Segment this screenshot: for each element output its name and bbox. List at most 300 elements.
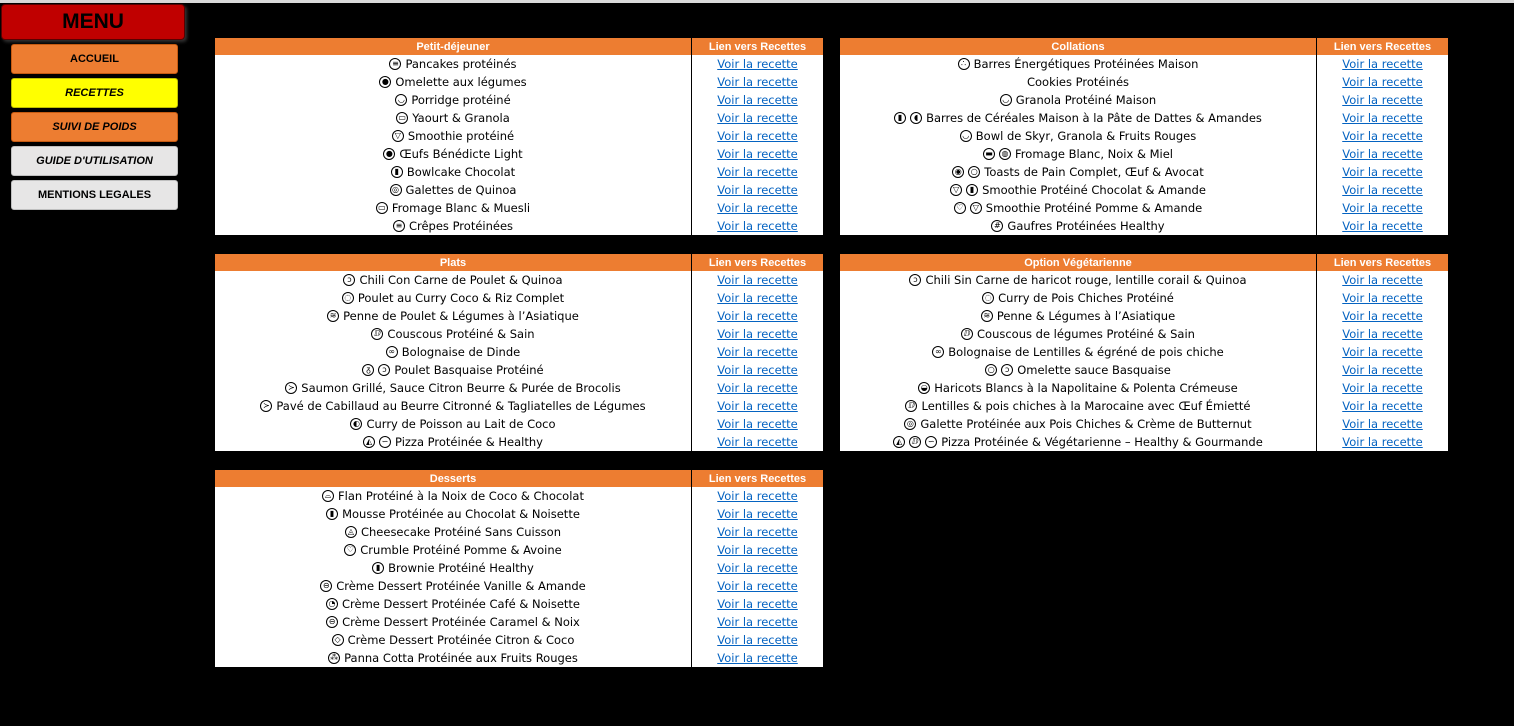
link-cell — [1317, 343, 1448, 361]
pepper-icon: ↄ — [343, 274, 355, 286]
noodles-icon: ≋ — [327, 310, 339, 322]
recipe-cell — [840, 379, 1317, 397]
link-cell — [692, 199, 823, 217]
table-header — [215, 254, 823, 271]
table-row — [215, 91, 823, 109]
link-cell — [692, 523, 823, 541]
recipe-cell — [215, 55, 692, 73]
table-row — [215, 73, 823, 91]
recipe-link[interactable]: Voir la recette — [1342, 399, 1423, 413]
recipe-name: Gaufres Protéinées Healthy — [1007, 219, 1165, 233]
link-cell — [1317, 415, 1448, 433]
egg-icon: ○ — [968, 166, 980, 178]
table-row — [215, 289, 823, 307]
recipe-link[interactable]: Voir la recette — [717, 633, 798, 647]
recipe-link[interactable]: Voir la recette — [1342, 57, 1423, 71]
link-cell — [1317, 433, 1448, 451]
link-cell — [692, 289, 823, 307]
recipe-name: Couscous Protéiné & Sain — [387, 327, 535, 341]
link-cell — [692, 415, 823, 433]
noodles-icon: ≋ — [981, 310, 993, 322]
table-row — [215, 271, 823, 289]
recipe-name: Galettes de Quinoa — [405, 183, 517, 197]
table-row — [840, 217, 1448, 235]
link-cell — [692, 91, 823, 109]
table-row — [215, 631, 823, 649]
recipe-name: Granola Protéiné Maison — [1015, 93, 1157, 107]
nav-button-suivi-de-poids[interactable]: SUIVI DE POIDS — [11, 112, 178, 142]
table-row — [215, 577, 823, 595]
legume-icon: ∽ — [379, 436, 391, 448]
table-row — [840, 397, 1448, 415]
recipe-cell — [215, 217, 692, 235]
table-row — [215, 181, 823, 199]
recipe-name: Pizza Protéinée & Végétarienne – Healthy & Gourmande — [941, 435, 1263, 449]
date-icon: ◖ — [910, 112, 922, 124]
table-row — [215, 397, 823, 415]
recipe-name: Couscous de légumes Protéiné & Sain — [977, 327, 1195, 341]
wheat-icon: ⅅ — [909, 436, 921, 448]
recipe-name: Omelette sauce Basquaise — [1017, 363, 1171, 377]
table-row — [215, 325, 823, 343]
recipe-cell — [215, 505, 692, 523]
recipe-name: Œufs Bénédicte Light — [399, 147, 523, 161]
recipe-cell — [215, 343, 692, 361]
link-cell — [692, 379, 823, 397]
table-row — [840, 271, 1448, 289]
table-row — [840, 325, 1448, 343]
recipe-cell — [840, 361, 1317, 379]
bowl-icon: ◡ — [395, 94, 407, 106]
smoothie-icon: ▽ — [970, 202, 982, 214]
recipe-name: Penne de Poulet & Légumes à l’Asiatique — [343, 309, 579, 323]
link-cell — [1317, 181, 1448, 199]
recipe-link[interactable]: Voir la recette — [717, 273, 798, 287]
recipe-name: Galette Protéinée aux Pois Chiches & Crème de Butternut — [920, 417, 1252, 431]
table-row — [215, 487, 823, 505]
recipe-cell — [840, 415, 1317, 433]
link-cell — [692, 613, 823, 631]
recipe-link[interactable]: Voir la recette — [717, 291, 798, 305]
recipe-name: Crème Dessert Protéinée Vanille & Amande — [336, 579, 586, 593]
link-cell — [1317, 307, 1448, 325]
link-cell — [692, 73, 823, 91]
table-title: Collations — [840, 38, 1317, 55]
link-cell — [1317, 145, 1448, 163]
recipe-link[interactable]: Voir la recette — [717, 507, 798, 521]
bowl-icon: ◡ — [1000, 94, 1012, 106]
chocolate-icon: ▮ — [391, 166, 403, 178]
bean-icon: ◒ — [918, 382, 930, 394]
curry-icon: ◌ — [982, 292, 994, 304]
table-header — [840, 38, 1448, 55]
nav-button-accueil[interactable]: ACCUEIL — [11, 44, 178, 74]
table-row — [840, 109, 1448, 127]
table-row — [840, 91, 1448, 109]
nav-button-mentions-legales[interactable]: MENTIONS LEGALES — [11, 180, 178, 210]
wheat-icon: ⅅ — [905, 400, 917, 412]
link-cell — [692, 343, 823, 361]
chicken-icon: ᵹ — [362, 364, 374, 376]
recipe-link[interactable]: Voir la recette — [717, 615, 798, 629]
recipe-name: Crème Dessert Protéinée Café & Noisette — [342, 597, 580, 611]
link-cell — [692, 145, 823, 163]
link-cell — [692, 487, 823, 505]
recipe-cell — [840, 325, 1317, 343]
link-cell — [1317, 163, 1448, 181]
recipe-table — [215, 254, 823, 451]
link-cell — [692, 577, 823, 595]
recipe-link[interactable]: Voir la recette — [717, 381, 798, 395]
chocolate-icon: ▮ — [966, 184, 978, 196]
recipe-cell — [215, 127, 692, 145]
link-cell — [1317, 217, 1448, 235]
recipe-name: Haricots Blancs à la Napolitaine & Polenta Crémeuse — [934, 381, 1238, 395]
link-cell — [692, 595, 823, 613]
fish-icon: ≻ — [260, 400, 272, 412]
recipe-link[interactable]: Voir la recette — [717, 363, 798, 377]
cream-icon: ⊖ — [326, 616, 338, 628]
recipe-link[interactable]: Voir la recette — [717, 489, 798, 503]
avocado-icon: ◉ — [952, 166, 964, 178]
cream-icon: ⊖ — [320, 580, 332, 592]
recipe-cell — [840, 109, 1317, 127]
table-row — [215, 559, 823, 577]
recipe-name: Fromage Blanc, Noix & Miel — [1015, 147, 1173, 161]
recipe-name: Poulet Basquaise Protéiné — [394, 363, 544, 377]
recipe-cell — [840, 199, 1317, 217]
recipe-link[interactable]: Voir la recette — [717, 597, 798, 611]
recipe-link[interactable]: Voir la recette — [717, 57, 798, 71]
recipe-name: Barres de Céréales Maison à la Pâte de Dattes & Amandes — [926, 111, 1262, 125]
recipe-name: Omelette aux légumes — [395, 75, 527, 89]
recipe-link[interactable]: Voir la recette — [1342, 75, 1423, 89]
table-header — [215, 38, 823, 55]
table-row — [840, 307, 1448, 325]
pancake-icon: ≡ — [389, 58, 401, 70]
cookie-icon: ∴ — [958, 58, 970, 70]
recipe-link[interactable]: Voir la recette — [1342, 129, 1423, 143]
recipe-link[interactable]: Voir la recette — [717, 309, 798, 323]
recipe-link[interactable]: Voir la recette — [717, 561, 798, 575]
recipe-cell — [215, 595, 692, 613]
table-row — [215, 127, 823, 145]
link-cell — [692, 433, 823, 451]
pepper-icon: ↄ — [909, 274, 921, 286]
link-cell — [692, 397, 823, 415]
cheese-icon: ▬ — [983, 148, 995, 160]
table-title: Petit-déjeuner — [215, 38, 692, 55]
recipe-link[interactable]: Voir la recette — [717, 525, 798, 539]
recipe-link[interactable]: Voir la recette — [1342, 417, 1423, 431]
bowl-icon: ◡ — [960, 130, 972, 142]
link-cell — [692, 55, 823, 73]
recipe-cell — [215, 361, 692, 379]
recipe-link[interactable]: Voir la recette — [717, 219, 798, 233]
recipe-name: Chili Con Carne de Poulet & Quinoa — [359, 273, 563, 287]
table-header — [215, 470, 823, 487]
recipe-table — [215, 470, 823, 667]
table-row — [215, 595, 823, 613]
recipe-link[interactable]: Voir la recette — [717, 435, 798, 449]
recipe-name: Barres Énergétiques Protéinées Maison — [973, 57, 1199, 71]
recipe-link[interactable]: Voir la recette — [717, 111, 798, 125]
recipe-name: Pizza Protéinée & Healthy — [395, 435, 543, 449]
link-column-header: Lien vers Recettes — [1333, 256, 1432, 269]
waffle-icon: # — [991, 220, 1003, 232]
table-row — [840, 433, 1448, 451]
recipe-link[interactable]: Voir la recette — [1342, 147, 1423, 161]
fish-icon: ≻ — [285, 382, 297, 394]
recipe-link[interactable]: Voir la recette — [717, 327, 798, 341]
recipe-link[interactable]: Voir la recette — [1342, 309, 1423, 323]
coffee-icon: ◔ — [326, 598, 338, 610]
apple-icon: ♡ — [954, 202, 966, 214]
recipe-name: Smoothie Protéiné Pomme & Amande — [985, 201, 1203, 215]
link-cell — [692, 181, 823, 199]
flan-icon: ⌓ — [322, 490, 334, 502]
link-cell — [1317, 199, 1448, 217]
link-cell — [692, 127, 823, 145]
table-row — [840, 145, 1448, 163]
smoothie-icon: ▽ — [392, 130, 404, 142]
recipe-cell — [215, 271, 692, 289]
recipe-link[interactable]: Voir la recette — [717, 75, 798, 89]
link-cell — [1317, 109, 1448, 127]
coconut-icon: ◐ — [350, 418, 362, 430]
link-cell — [1317, 271, 1448, 289]
recipe-cell — [840, 55, 1317, 73]
link-cell — [692, 307, 823, 325]
recipe-link[interactable]: Voir la recette — [1342, 93, 1423, 107]
table-row — [215, 613, 823, 631]
recipe-link[interactable]: Voir la recette — [1342, 345, 1423, 359]
table-row — [840, 127, 1448, 145]
recipe-link[interactable]: Voir la recette — [717, 579, 798, 593]
recipe-link[interactable]: Voir la recette — [1342, 327, 1423, 341]
recipe-table — [840, 38, 1448, 235]
apple-icon: ♡ — [344, 544, 356, 556]
recipe-cell — [215, 109, 692, 127]
recipe-table — [840, 254, 1448, 451]
recipe-link[interactable]: Voir la recette — [717, 345, 798, 359]
recipe-name: Panna Cotta Protéinée aux Fruits Rouges — [344, 651, 578, 665]
pasta-icon: ∞ — [386, 346, 398, 358]
galette-icon: ◎ — [390, 184, 402, 196]
recipe-link[interactable]: Voir la recette — [717, 417, 798, 431]
smoothie-icon: ▽ — [950, 184, 962, 196]
nut-icon: ◍ — [999, 148, 1011, 160]
nav-button-guide-utilisation[interactable]: GUIDE D'UTILISATION — [11, 146, 178, 176]
link-cell — [692, 649, 823, 667]
link-cell — [692, 109, 823, 127]
chocolate-icon: ▮ — [372, 562, 384, 574]
link-cell — [692, 217, 823, 235]
wheat-icon: ⅅ — [961, 328, 973, 340]
recipe-link[interactable]: Voir la recette — [1342, 201, 1423, 215]
recipe-cell — [840, 181, 1317, 199]
link-cell — [692, 541, 823, 559]
curry-icon: ◌ — [342, 292, 354, 304]
recipe-name: Saumon Grillé, Sauce Citron Beurre & Purée de Brocolis — [301, 381, 621, 395]
recipe-link[interactable]: Voir la recette — [717, 93, 798, 107]
recipe-cell — [215, 415, 692, 433]
recipe-name: Porridge protéiné — [411, 93, 511, 107]
recipe-cell — [215, 73, 692, 91]
recipe-name: Bowlcake Chocolat — [406, 165, 516, 179]
egg-pan-icon: ● — [383, 148, 395, 160]
yogurt-icon: ▭ — [396, 112, 408, 124]
table-row — [215, 307, 823, 325]
table-row — [840, 379, 1448, 397]
table-row — [840, 415, 1448, 433]
recipe-cell — [840, 343, 1317, 361]
link-column-header: Lien vers Recettes — [708, 472, 807, 485]
link-cell — [1317, 127, 1448, 145]
recipe-name: Mousse Protéinée au Chocolat & Noisette — [342, 507, 580, 521]
recipe-link[interactable]: Voir la recette — [717, 543, 798, 557]
menu-title: MENU — [1, 4, 185, 40]
recipe-cell — [215, 163, 692, 181]
recipe-link[interactable]: Voir la recette — [1342, 363, 1423, 377]
recipe-link[interactable]: Voir la recette — [1342, 273, 1423, 287]
recipe-link[interactable]: Voir la recette — [717, 651, 798, 665]
recipe-cell — [840, 217, 1317, 235]
table-title: Desserts — [215, 470, 692, 487]
nav-button-recettes[interactable]: RECETTES — [11, 78, 178, 108]
recipe-link[interactable]: Voir la recette — [717, 201, 798, 215]
recipe-name: Brownie Protéiné Healthy — [388, 561, 534, 575]
recipe-name: Pancakes protéinés — [405, 57, 517, 71]
recipe-link[interactable]: Voir la recette — [717, 183, 798, 197]
link-cell — [1317, 289, 1448, 307]
link-cell — [692, 559, 823, 577]
recipe-cell — [215, 613, 692, 631]
recipe-link[interactable]: Voir la recette — [717, 147, 798, 161]
table-row — [215, 523, 823, 541]
table-row — [840, 343, 1448, 361]
table-row — [840, 163, 1448, 181]
table-row — [840, 73, 1448, 91]
recipe-name: Chili Sin Carne de haricot rouge, lentille corail & Quinoa — [925, 273, 1247, 287]
wheat-icon: ⅅ — [371, 328, 383, 340]
recipe-link[interactable]: Voir la recette — [717, 129, 798, 143]
recipe-name: Smoothie protéiné — [407, 129, 515, 143]
recipe-cell — [215, 577, 692, 595]
recipe-link[interactable]: Voir la recette — [1342, 381, 1423, 395]
link-cell — [692, 505, 823, 523]
recipe-cell — [840, 127, 1317, 145]
recipe-cell — [215, 325, 692, 343]
table-row — [215, 649, 823, 667]
recipe-link[interactable]: Voir la recette — [717, 165, 798, 179]
recipe-name: Bowl de Skyr, Granola & Fruits Rouges — [975, 129, 1197, 143]
link-cell — [1317, 397, 1448, 415]
pepper-icon: ↄ — [378, 364, 390, 376]
recipe-cell — [840, 397, 1317, 415]
recipe-cell — [840, 91, 1317, 109]
link-cell — [692, 271, 823, 289]
recipe-name: Crumble Protéiné Pomme & Avoine — [360, 543, 562, 557]
recipe-link[interactable]: Voir la recette — [1342, 219, 1423, 233]
chocolate-icon: ▮ — [326, 508, 338, 520]
link-cell — [1317, 55, 1448, 73]
pancake-icon: ≡ — [393, 220, 405, 232]
table-row — [215, 217, 823, 235]
table-row — [840, 361, 1448, 379]
recipe-cell — [840, 289, 1317, 307]
pasta-icon: ∞ — [932, 346, 944, 358]
pizza-icon: ◭ — [363, 436, 375, 448]
recipe-name: Crème Dessert Protéinée Citron & Coco — [347, 633, 575, 647]
recipe-cell — [215, 523, 692, 541]
link-cell — [1317, 91, 1448, 109]
table-row — [215, 505, 823, 523]
recipe-name: Curry de Pois Chiches Protéiné — [998, 291, 1174, 305]
recipe-cell — [840, 433, 1317, 451]
recipe-cell — [215, 559, 692, 577]
link-cell — [1317, 361, 1448, 379]
chocolate-icon: ▮ — [894, 112, 906, 124]
recipe-link[interactable]: Voir la recette — [1342, 291, 1423, 305]
link-cell — [692, 361, 823, 379]
recipe-cell — [215, 307, 692, 325]
link-cell — [1317, 325, 1448, 343]
recipe-name: Toasts de Pain Complet, Œuf & Avocat — [984, 165, 1204, 179]
pizza-icon: ◭ — [893, 436, 905, 448]
table-title: Plats — [215, 254, 692, 271]
table-title: Option Végétarienne — [840, 254, 1317, 271]
table-row — [840, 181, 1448, 199]
recipe-cell — [215, 199, 692, 217]
recipe-name: Lentilles & pois chiches à la Marocaine avec Œuf Émietté — [921, 399, 1251, 413]
recipe-cell — [215, 289, 692, 307]
table-header — [840, 254, 1448, 271]
link-column-header: Lien vers Recettes — [1333, 40, 1432, 53]
table-row — [215, 541, 823, 559]
recipe-cell — [215, 91, 692, 109]
recipe-link[interactable]: Voir la recette — [1342, 111, 1423, 125]
recipe-cell — [840, 307, 1317, 325]
table-row — [840, 289, 1448, 307]
lemon-icon: ◇ — [332, 634, 344, 646]
table-row — [840, 55, 1448, 73]
recipe-link[interactable]: Voir la recette — [1342, 183, 1423, 197]
recipe-cell — [215, 541, 692, 559]
table-row — [215, 343, 823, 361]
recipe-name: Poulet au Curry Coco & Riz Complet — [357, 291, 565, 305]
table-row — [215, 199, 823, 217]
recipe-link[interactable]: Voir la recette — [717, 399, 798, 413]
recipe-name: Bolognaise de Lentilles & égréné de pois chiche — [948, 345, 1224, 359]
recipe-name: Curry de Poisson au Lait de Coco — [366, 417, 556, 431]
yogurt-icon: ▭ — [376, 202, 388, 214]
pepper-icon: ↄ — [1001, 364, 1013, 376]
table-row — [215, 163, 823, 181]
recipe-cell — [840, 73, 1317, 91]
recipe-link[interactable]: Voir la recette — [1342, 435, 1423, 449]
recipe-name: Penne & Légumes à l’Asiatique — [996, 309, 1176, 323]
recipe-cell — [215, 397, 692, 415]
recipe-name: Smoothie Protéiné Chocolat & Amande — [982, 183, 1206, 197]
recipe-name: Yaourt & Granola — [412, 111, 510, 125]
link-cell — [692, 325, 823, 343]
table-row — [215, 415, 823, 433]
cake-icon: ◬ — [345, 526, 357, 538]
recipe-name: Fromage Blanc & Muesli — [391, 201, 531, 215]
recipe-link[interactable]: Voir la recette — [1342, 165, 1423, 179]
recipe-cell — [215, 649, 692, 667]
